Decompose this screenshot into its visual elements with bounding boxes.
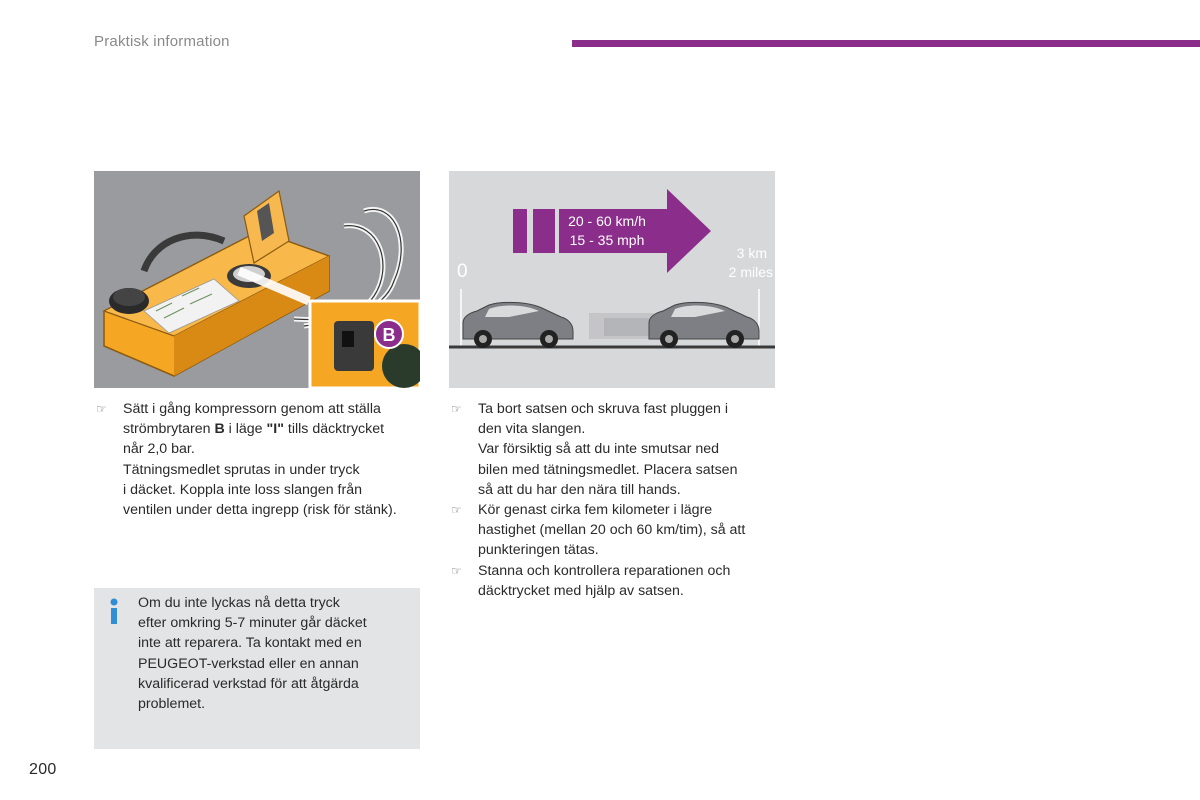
info-icon [109,598,119,624]
page-number: 200 [29,761,57,778]
drive-illustration [449,171,775,388]
switch-b-label: B [382,325,396,345]
distance-start-label: 0 [457,261,468,282]
info-note-text [138,593,408,714]
pointing-hand-icon: ☞ [451,402,462,416]
text-line: Var försiktig så att du inte smutsar ned [478,441,720,458]
speed-mph-label: 15 - 35 mph [569,232,645,248]
text-line: i däcket. Koppla inte loss slangen från [123,481,362,498]
compressor-illustration [94,171,420,388]
text-line: ventilen under detta ingrepp (risk för stänk). [123,502,397,519]
instruction-item [449,561,779,601]
text-line: problemet. [138,696,206,713]
arrow-tail-block-1 [513,209,527,253]
text-line: Kör genast cirka fem kilometer i lägre [478,502,713,519]
text-line: Om du inte lyckas nå detta tryck [138,595,340,611]
car-end [649,302,759,348]
pointing-hand-icon: ☞ [451,503,462,518]
text-line: strömbrytaren B i läge "I" tills däcktrycket [123,421,385,438]
arrow-tail-block-2 [533,209,555,253]
header-accent-bar [572,40,1200,47]
compressor-drawing [94,171,420,388]
section-title: Praktisk information [94,33,230,50]
text-line: efter omkring 5-7 minuter går däcket [138,615,367,632]
text-line: kvalificerad verkstad för att åtgärda [138,675,359,692]
distance-miles-label: 2 miles [728,264,773,280]
text-line: så att du har den nära till hands. [478,481,681,498]
pointing-hand-icon: ☞ [451,563,462,578]
text-line: PEUGEOT-verkstad eller en annan [138,655,359,672]
instruction-item [449,399,779,500]
drive-drawing [449,171,775,388]
text-line: Tätningsmedlet sprutas in under tryck [123,461,360,478]
distance-km-label: 3 km [736,245,767,261]
instruction-item [449,500,779,561]
car-start [463,302,573,348]
text-line: når 2,0 bar. [123,441,195,458]
text-line: Ta bort satsen och skruva fast pluggen i [478,401,728,417]
speed-arrow [559,189,711,273]
left-instructions [94,399,424,520]
text-line: Sätt i gång kompressorn genom att ställa [123,401,381,417]
text-line: hastighet (mellan 20 och 60 km/tim), så att [478,522,746,539]
speed-kmh-label: 20 - 60 km/h [568,213,646,229]
text-line: punkteringen tätas. [478,542,599,559]
text-line: däcktrycket med hjälp av satsen. [478,582,684,599]
text-line: bilen med tätningsmedlet. Placera satsen [478,461,738,478]
info-note-box [94,588,420,749]
pointing-hand-icon: ☞ [96,402,107,416]
text-line: den vita slangen. [478,421,586,438]
right-instructions [449,399,779,601]
instruction-item [94,399,424,520]
text-line: inte att reparera. Ta kontakt med en [138,635,362,652]
text-line: Stanna och kontrollera reparationen och [478,562,731,579]
